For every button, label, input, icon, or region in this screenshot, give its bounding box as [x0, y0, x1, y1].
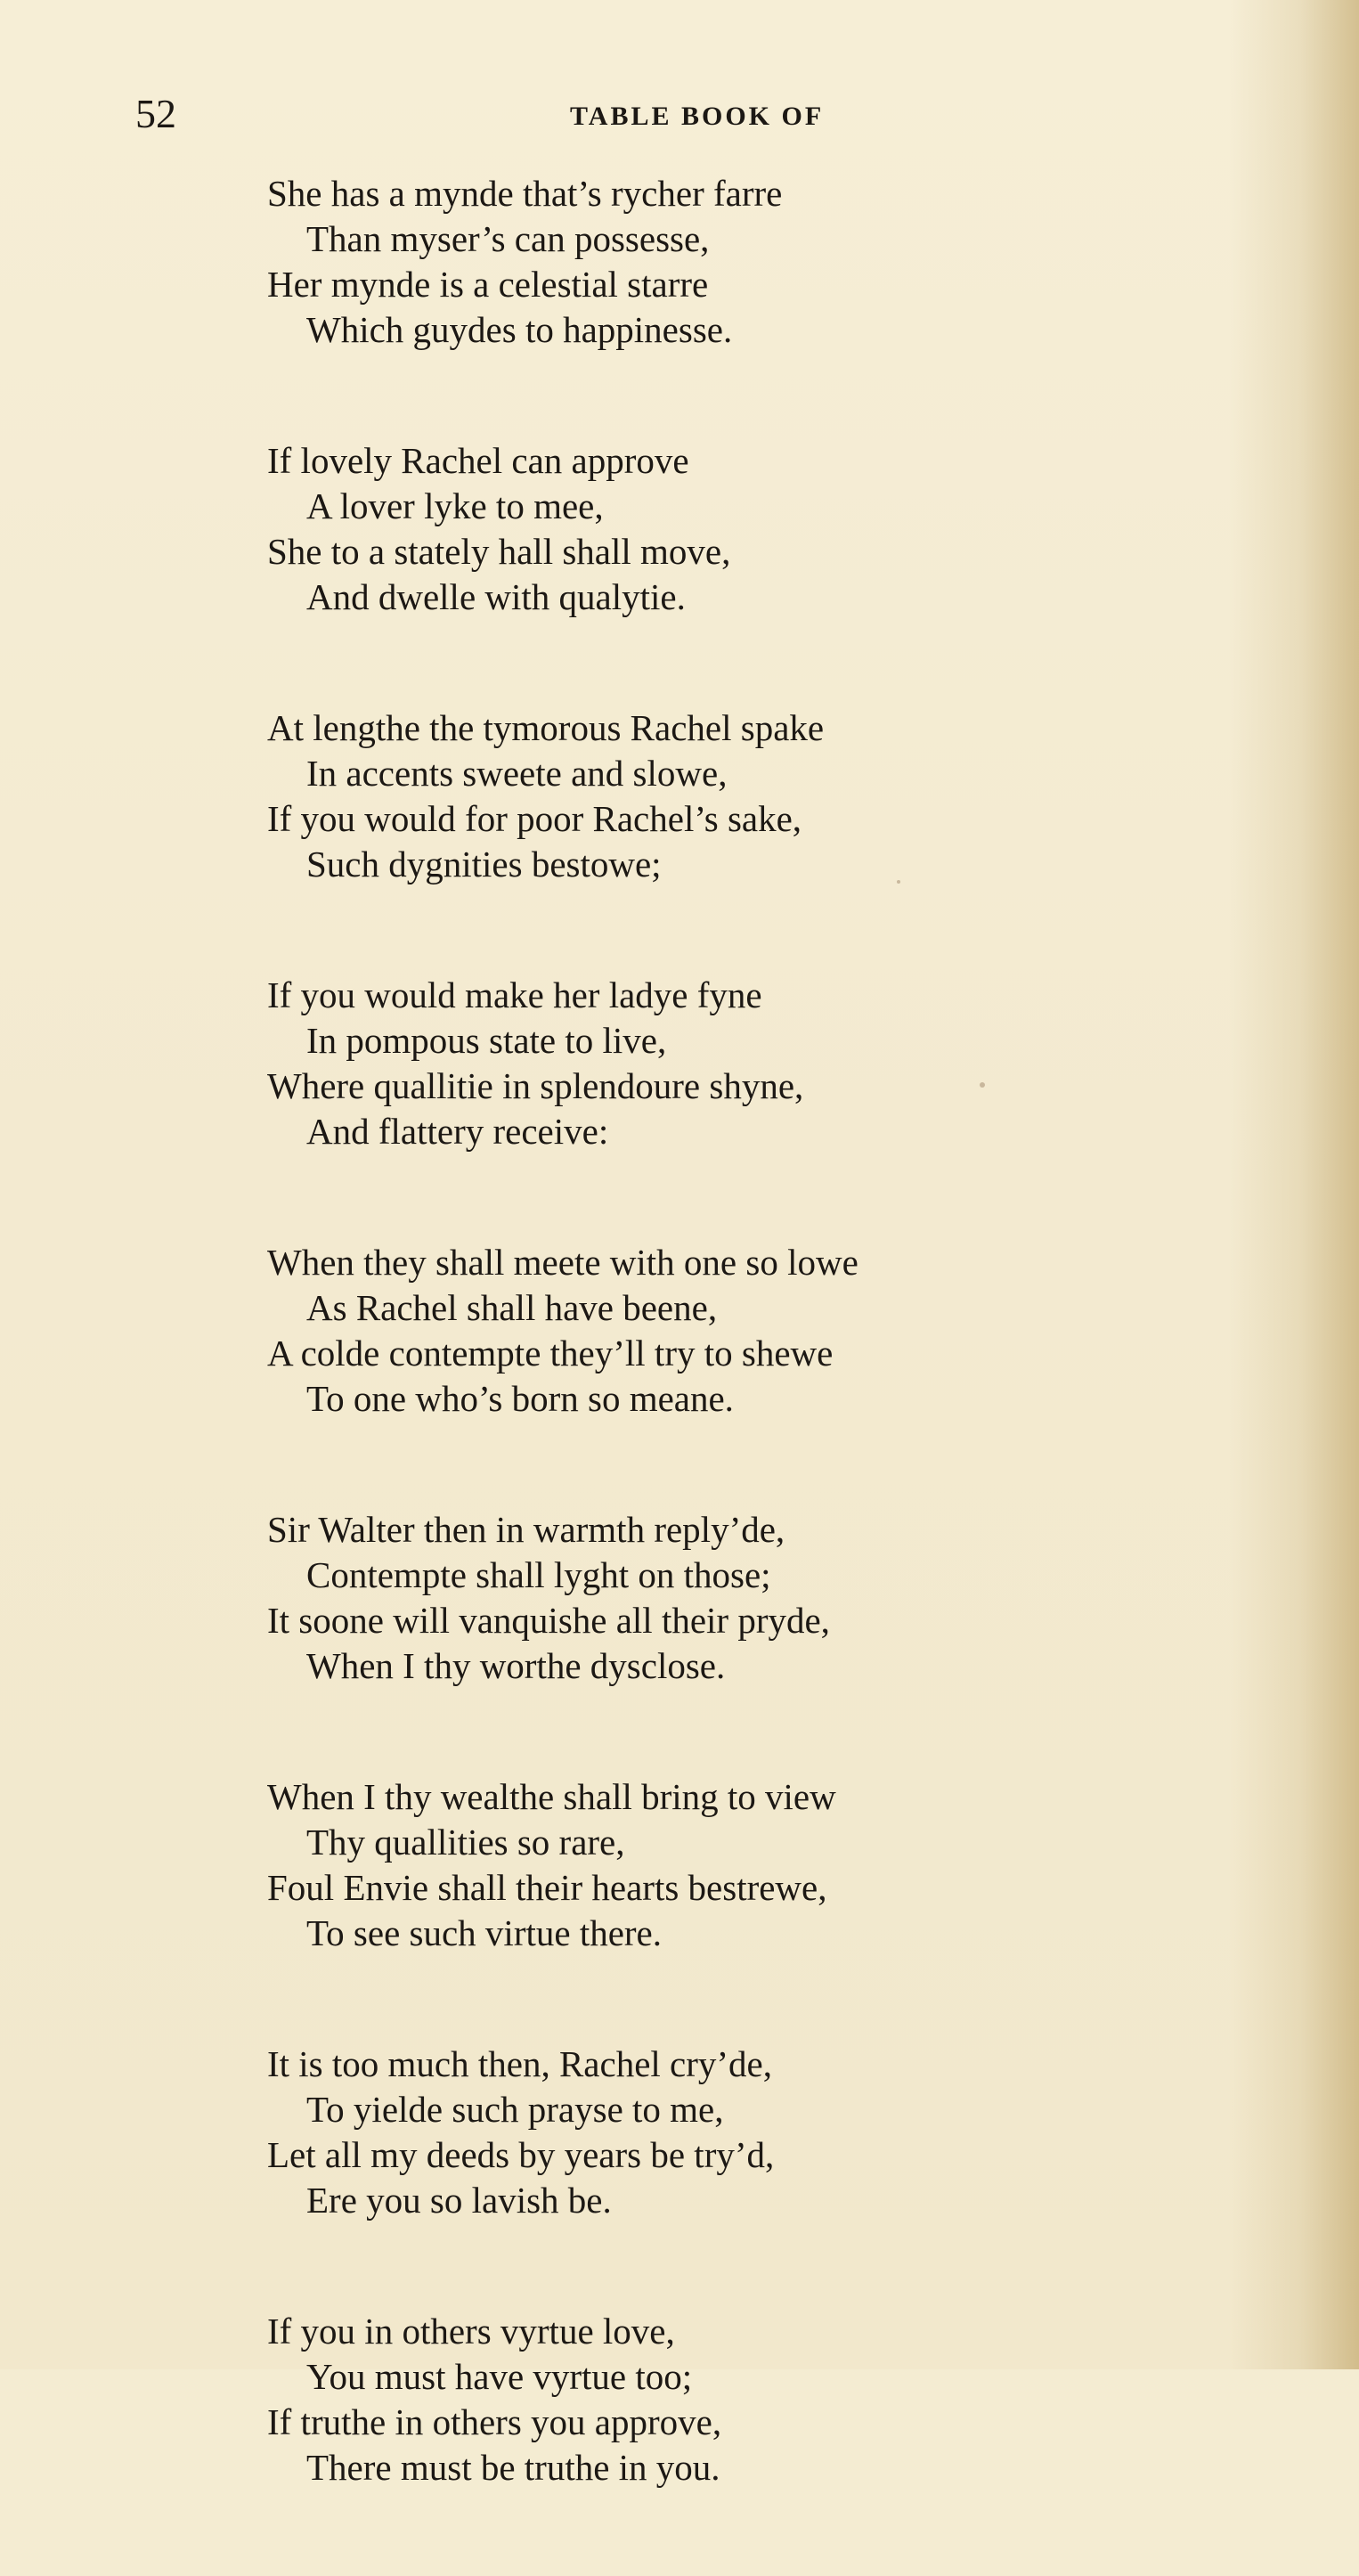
verse-line: If you would make her ladye fyne: [267, 974, 762, 1015]
verse-line: And dwelle with qualytie.: [306, 576, 686, 617]
verse-line: If truthe in others you approve,: [267, 2401, 722, 2442]
verse-line: If you in others vyrtue love,: [267, 2311, 675, 2352]
paper-speck: [897, 880, 900, 884]
verse-line: And flattery receive:: [306, 1111, 609, 1152]
verse-line: When I thy worthe dysclose.: [306, 1645, 726, 1686]
verse-line: To see such virtue there.: [306, 1912, 663, 1953]
verse-line: If you would for poor Rachel’s sake,: [267, 798, 802, 839]
verse-line: Sir Walter then in warmth reply’de,: [267, 1509, 785, 1550]
verse-line: Which guydes to happinesse.: [306, 309, 733, 350]
verse-line: A lover lyke to mee,: [306, 485, 604, 526]
verse-line: At lengthe the tymorous Rachel spake: [267, 707, 825, 748]
verse-line: Let all my deeds by years be try’d,: [267, 2134, 775, 2175]
stanza: [267, 171, 1229, 353]
verse-line: There must be truthe in you.: [306, 2447, 720, 2488]
verse-line: It is too much then, Rachel cry’de,: [267, 2043, 772, 2084]
verse-line: She has a mynde that’s rycher farre: [267, 173, 783, 214]
stanza: [267, 1507, 1229, 1689]
poem-body: [267, 171, 1229, 2576]
stanza: [267, 2309, 1229, 2490]
running-head: TABLE BOOK OF: [570, 102, 825, 131]
verse-line: Contempte shall lyght on those;: [306, 1554, 771, 1595]
stanza: [267, 438, 1229, 620]
stanza: [267, 2042, 1229, 2223]
stanza: [267, 705, 1229, 887]
verse-line: Thy quallities so rare,: [306, 1822, 625, 1863]
verse-line: Where quallitie in splendoure shyne,: [267, 1065, 804, 1106]
verse-line: To yielde such prayse to me,: [306, 2089, 724, 2130]
verse-line: As Rachel shall have beene,: [306, 1287, 718, 1328]
verse-line: Foul Envie shall their hearts bestrewe,: [267, 1867, 827, 1908]
verse-line: If lovely Rachel can approve: [267, 440, 689, 481]
stanza: [267, 1774, 1229, 1956]
verse-line: You must have vyrtue too;: [306, 2356, 693, 2397]
verse-line: It soone will vanquishe all their pryde,: [267, 1600, 830, 1641]
page-number: 52: [135, 91, 176, 136]
verse-line: Than myser’s can possesse,: [306, 218, 710, 259]
verse-line: To one who’s born so meane.: [306, 1378, 734, 1419]
verse-line: When I thy wealthe shall bring to view: [267, 1776, 836, 1817]
verse-line: Such dygnities bestowe;: [306, 844, 662, 884]
verse-line: When they shall meete with one so lowe: [267, 1242, 859, 1283]
stanza: [267, 973, 1229, 1154]
stanza: [267, 1240, 1229, 1422]
verse-line: In pompous state to live,: [306, 1020, 667, 1061]
verse-line: Her mynde is a celestial starre: [267, 264, 709, 305]
verse-line: She to a stately hall shall move,: [267, 531, 731, 572]
verse-line: In accents sweete and slowe,: [306, 753, 728, 794]
paper-speck: [980, 1082, 985, 1088]
verse-line: A colde contempte they’ll try to shewe: [267, 1333, 834, 1374]
verse-line: Ere you so lavish be.: [306, 2180, 612, 2221]
